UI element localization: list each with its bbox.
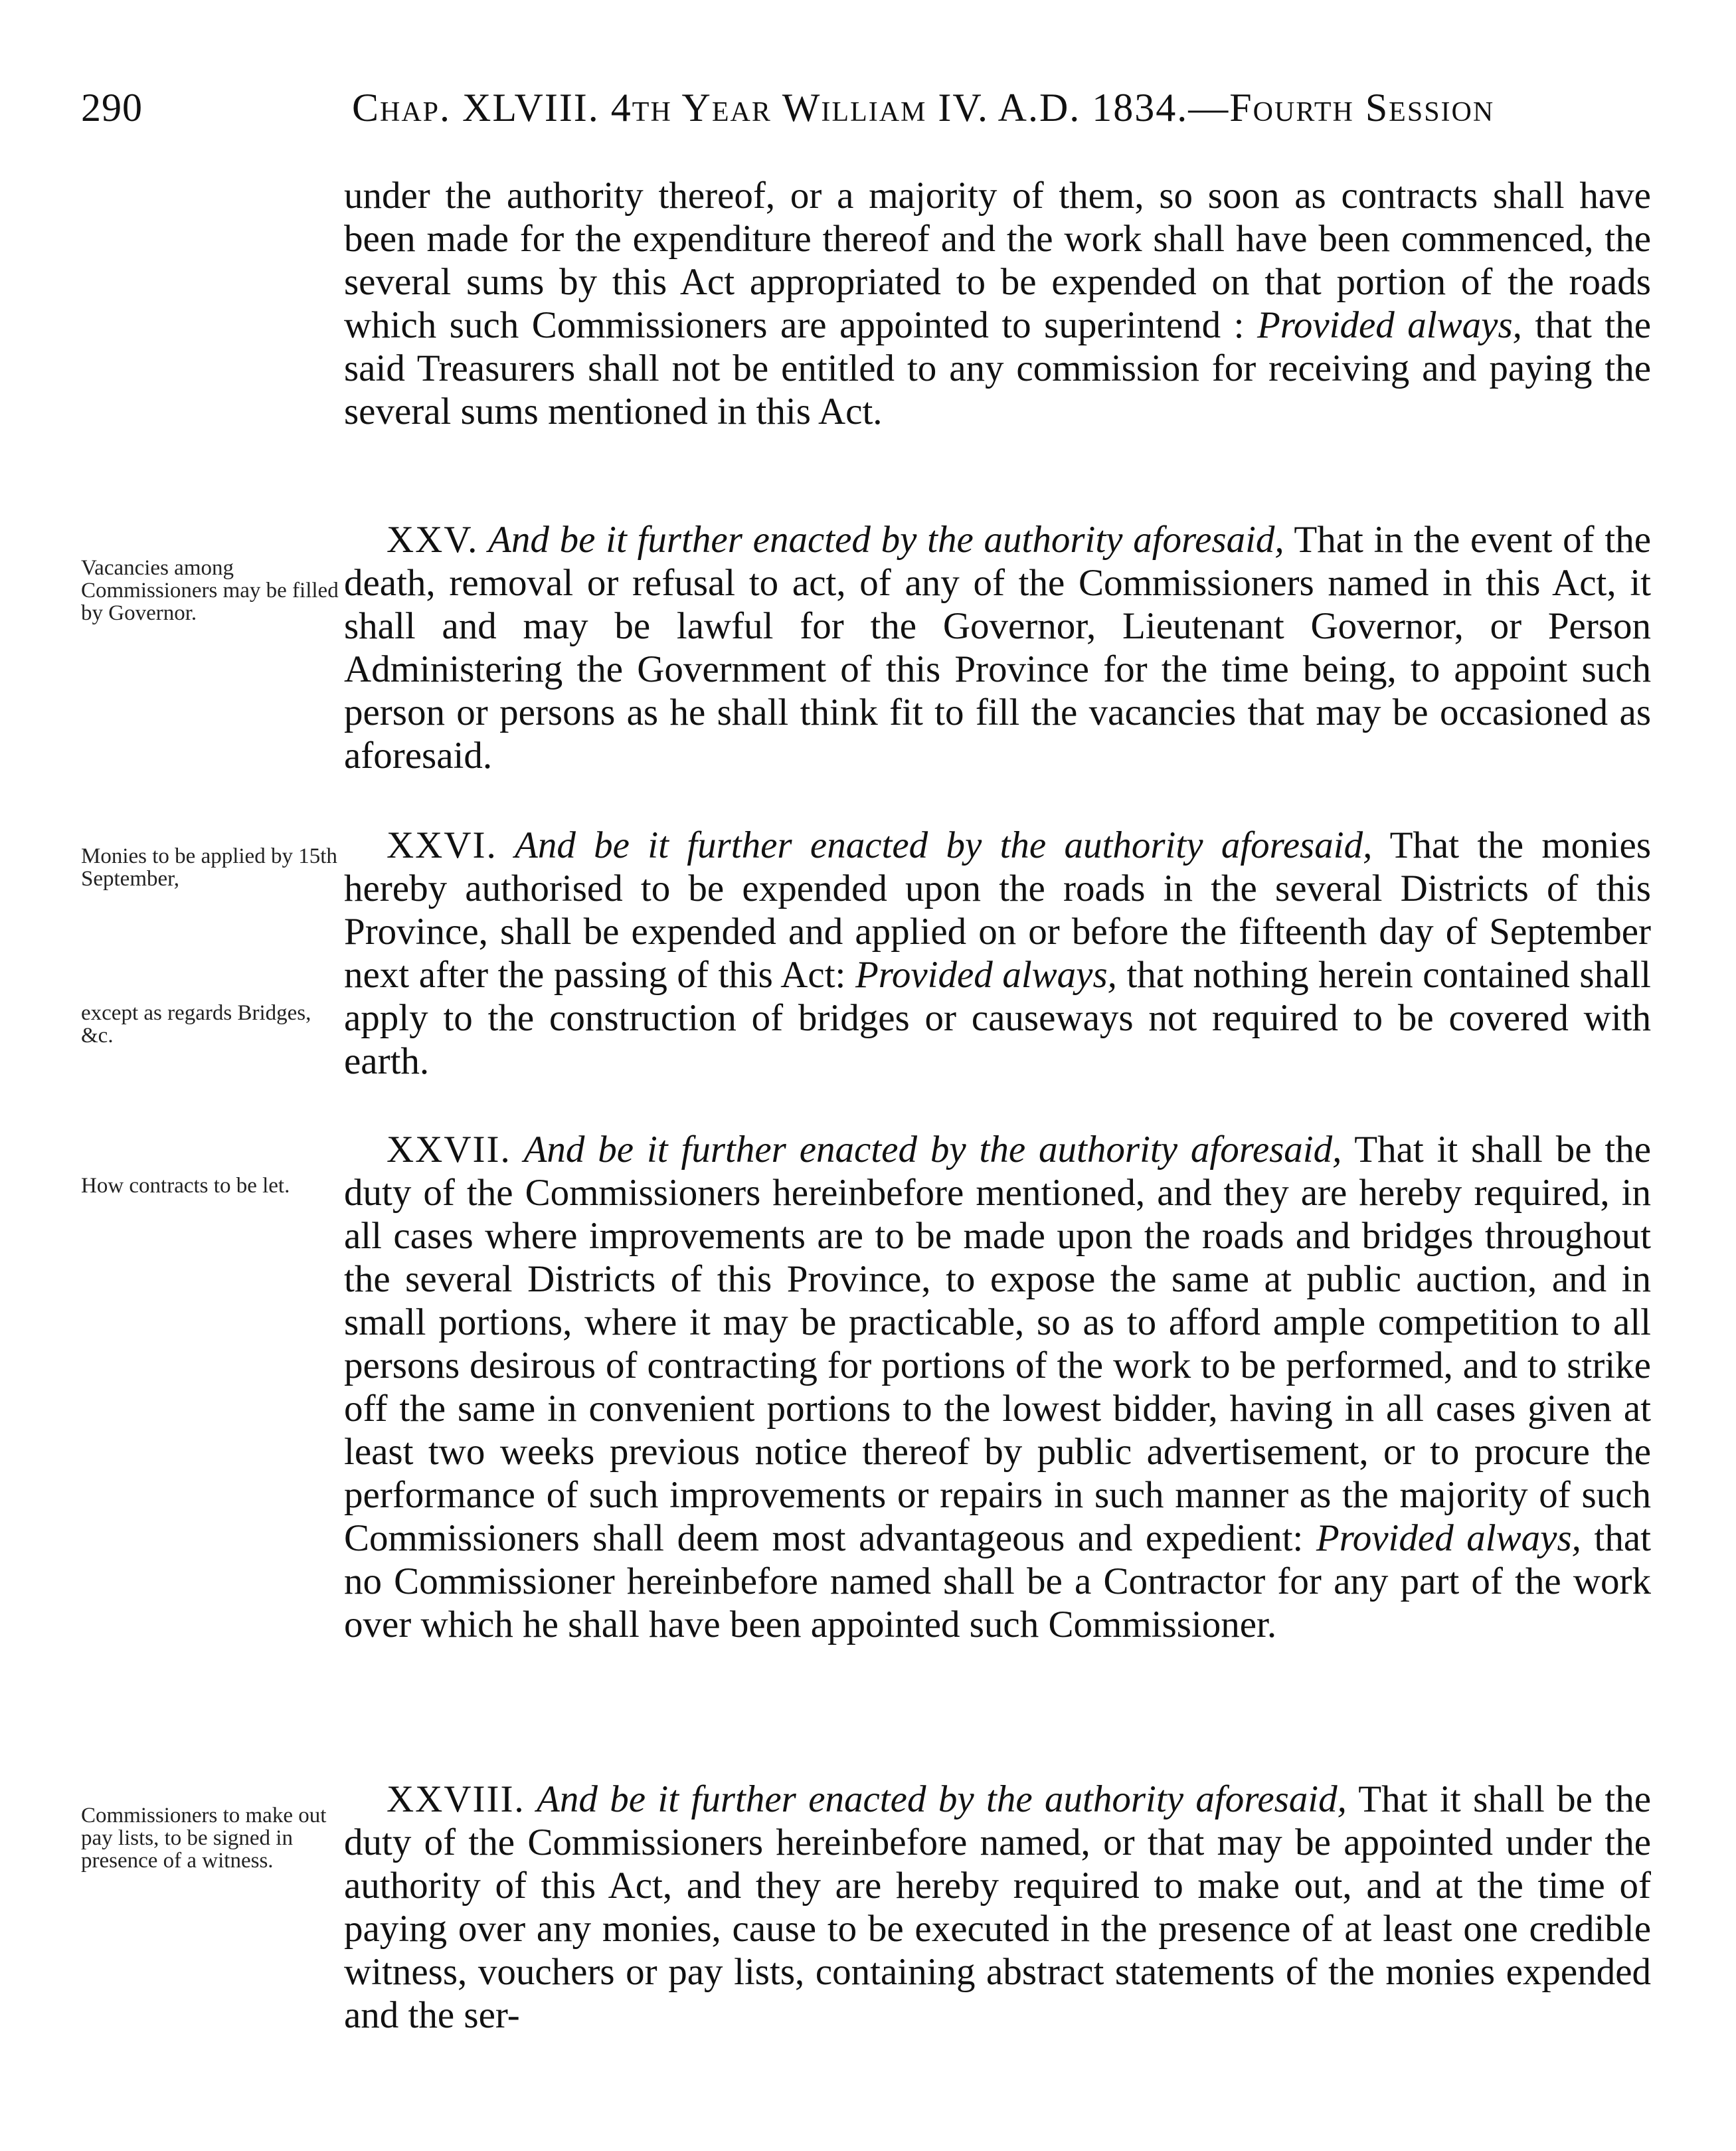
running-head: Chap. XLVIII. 4th Year William IV. A.D. 1834.—Fourth Session xyxy=(352,86,1495,130)
proviso-phrase: Provided always, xyxy=(1316,1517,1581,1559)
paragraph-text: That in the event of the death, removal or refusal to act, of any of the Commissioners named in this Act, it shall and may be lawful for the Governor, Lieutenant Governor, or Person Administering the Government of this Province for the time being, to appoint such person or persons as he shall think fit to fill the vacancies that may be occasioned as aforesaid. xyxy=(344,519,1651,777)
enacting-clause: And be it further enacted by the authority aforesaid, xyxy=(478,519,1284,561)
section-number: XXVI. xyxy=(387,824,497,866)
marginal-note: How contracts to be let. xyxy=(81,1174,290,1198)
section-xxv xyxy=(344,518,1651,777)
proviso-phrase: Provided always, xyxy=(1257,304,1522,346)
marginal-note: except as regards Bridges, &c. xyxy=(81,1001,311,1048)
page-number: 290 xyxy=(81,86,143,130)
paragraph-text: that no Commissioner hereinbefore named shall be a Contractor for any part of the work over which he shall have been appointed such Commissioner. xyxy=(344,1517,1651,1645)
paragraph-text: that the said Treasurers shall not be entitled to any commission for receiving and paying the several sums mentioned in this Act. xyxy=(344,304,1652,432)
section-xxvii xyxy=(344,1128,1651,1646)
marginal-note: Vacancies among Commissioners may be filled by Governor. xyxy=(81,556,339,625)
section-number: XXVII. xyxy=(387,1129,511,1170)
section-xxviii xyxy=(344,1778,1651,2037)
proviso-phrase: Provided always, xyxy=(855,954,1117,996)
section-xxvi xyxy=(344,824,1651,1083)
enacting-clause: And be it further enacted by the authority aforesaid, xyxy=(525,1778,1347,1820)
enacting-clause: And be it further enacted by the authority aforesaid, xyxy=(511,1129,1342,1170)
page-header xyxy=(81,85,1635,138)
paragraph-text: That the monies hereby authorised to be expended upon the roads in the several Districts of this Province, shall be expended and applied on or before the fifteenth day of September next after the passing of this Act: xyxy=(344,824,1651,996)
paragraph-text: that nothing herein contained shall apply to the construction of bridges or causeways not required to be covered with earth. xyxy=(344,954,1651,1082)
paragraph-continuation xyxy=(344,174,1651,433)
paragraph-text: That it shall be the duty of the Commissioners hereinbefore mentioned, and they are hereby required, in all cases where improvements are to be made upon the roads and bridges throughout the several Districts of this Province, to expose the same at public auction, and in small portions, where it may be practicable, so as to afford ample competition to all persons desirous of contracting for portions of the work to be performed, and to strike off the same in convenient portions to the lowest bidder, having in all cases given at least two weeks previous notice thereof by public advertisement, or to procure the performance of such improvements or repairs in such manner as the majority of such Commissioners shall deem most advantageous and expedient: xyxy=(344,1129,1652,1559)
paragraph-text: under the authority thereof, or a majority of them, so soon as contracts shall have been made for the expenditure thereof and the work shall have been commenced, the several sums by this Act appropriated to be expended on that portion of the roads which such Commissioners are appointed to superintend : xyxy=(344,175,1651,346)
marginal-note: Commissioners to make out pay lists, to be signed in presence of a witness. xyxy=(81,1804,327,1873)
section-number: XXVIII. xyxy=(387,1778,525,1820)
marginal-note: Monies to be applied by 15th September, xyxy=(81,844,337,891)
section-number: XXV. xyxy=(387,519,479,561)
paragraph-text: That it shall be the duty of the Commissioners hereinbefore named, or that may be appointed under the authority of this Act, and they are hereby required to make out, and at the time of paying over any monies, cause to be executed in the presence of at least one credible witness, vouchers or pay lists, containing abstract statements of the monies expended and the ser- xyxy=(344,1778,1652,2036)
enacting-clause: And be it further enacted by the authority aforesaid, xyxy=(497,824,1373,866)
